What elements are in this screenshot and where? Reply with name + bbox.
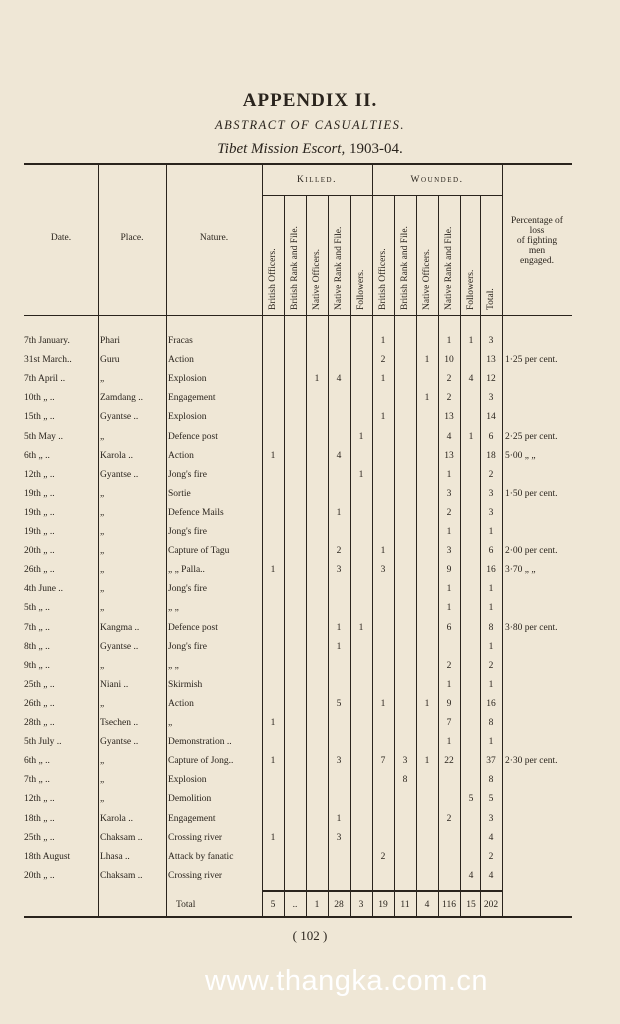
row-killed-value: 1 — [314, 374, 320, 385]
total-wounded-value: 15 — [466, 900, 476, 910]
row-wounded-value: 3 — [488, 488, 494, 499]
row-killed-value: 3 — [336, 832, 342, 843]
row-place: „ — [100, 775, 105, 786]
row-place: Karola .. — [100, 450, 133, 461]
row-percentage: 2·25 per cent. — [505, 431, 558, 442]
row-place: „ — [100, 527, 105, 537]
total-wounded-value: 4 — [424, 900, 430, 910]
row-nature: Jong's fire — [168, 584, 207, 595]
row-nature: Demonstration .. — [168, 737, 232, 748]
col-header-percentage: of fighting — [516, 236, 558, 246]
row-wounded-value: 1 — [488, 603, 494, 614]
row-wounded-value: 1 — [488, 584, 494, 595]
row-wounded-value: 3 — [488, 813, 494, 824]
col-header-wounded-sub: Total. — [486, 288, 496, 310]
row-wounded-value: 3 — [446, 546, 452, 557]
row-wounded-value: 2 — [488, 851, 494, 862]
column-divider — [98, 165, 99, 916]
row-wounded-value: 1 — [424, 698, 430, 709]
col-header-wounded-sub: Followers. — [466, 269, 476, 310]
col-header-place: Place. — [120, 233, 144, 243]
row-killed-value: 3 — [336, 756, 342, 767]
row-date: 12th „ .. — [24, 794, 55, 805]
row-wounded-value: 14 — [486, 412, 496, 423]
row-killed-value: 1 — [270, 718, 276, 728]
row-nature: Attack by fanatic — [168, 851, 234, 862]
row-killed-value: 3 — [336, 565, 342, 576]
row-nature: Defence post — [168, 431, 218, 442]
row-date: 4th June .. — [24, 584, 64, 595]
row-date: 18th August — [24, 851, 71, 862]
row-wounded-value: 2 — [380, 355, 386, 366]
col-header-killed: Killed. — [297, 175, 337, 185]
row-killed-value: 1 — [358, 469, 364, 480]
row-killed-value: 1 — [358, 622, 364, 633]
row-wounded-value: 1 — [488, 527, 494, 537]
row-wounded-value: 1 — [488, 679, 494, 690]
col-header-percentage: engaged. — [519, 256, 555, 266]
row-wounded-value: 3 — [446, 488, 452, 499]
row-nature: Jong's fire — [168, 527, 207, 537]
col-header-killed-sub: Native Rank and File. — [334, 226, 344, 310]
row-wounded-value: 1 — [446, 469, 452, 480]
row-wounded-value: 4 — [446, 431, 452, 442]
row-wounded-value: 3 — [488, 336, 494, 346]
row-wounded-value: 1 — [488, 737, 494, 748]
row-nature: Engagement — [168, 813, 216, 824]
row-nature: Capture of Tagu — [168, 546, 230, 557]
subtitle-italic: Tibet Mission Escort, — [217, 141, 346, 157]
row-percentage: 3·80 per cent. — [505, 622, 558, 633]
row-killed-value: 4 — [336, 374, 342, 385]
row-place: „ — [100, 756, 105, 767]
row-percentage: 5·00 „ „ — [505, 450, 536, 461]
col-header-wounded-sub: Native Officers. — [422, 248, 432, 310]
row-date: 19th „ .. — [24, 527, 55, 537]
row-percentage: 3·70 „ „ — [505, 565, 536, 576]
col-header-percentage: loss — [529, 226, 545, 236]
row-nature: Action — [168, 355, 194, 366]
row-wounded-value: 3 — [488, 393, 494, 404]
row-wounded-value: 13 — [444, 412, 454, 423]
row-date: 20th „ .. — [24, 870, 55, 881]
row-nature: Action — [168, 698, 194, 709]
total-killed-value: .. — [292, 900, 298, 910]
row-killed-value: 1 — [270, 832, 276, 843]
row-killed-value: 1 — [336, 641, 342, 652]
row-wounded-value: 1 — [446, 584, 452, 595]
row-date: 5th „ .. — [24, 603, 50, 614]
total-killed-value: 1 — [314, 900, 320, 910]
total-wounded-value: 116 — [442, 900, 456, 910]
subtitle — [0, 141, 620, 158]
column-divider — [284, 196, 285, 916]
row-nature: „ „ — [168, 603, 179, 614]
row-wounded-value: 9 — [446, 698, 452, 709]
subtitle-year: 1903-04. — [348, 141, 403, 157]
row-wounded-value: 1 — [446, 527, 452, 537]
row-place: Chaksam .. — [100, 832, 143, 843]
col-header-nature: Nature. — [199, 233, 229, 243]
row-date: 15th „ .. — [24, 412, 55, 423]
row-date: 25th „ .. — [24, 679, 55, 690]
row-date: 31st March.. — [24, 355, 72, 366]
row-wounded-value: 3 — [402, 756, 408, 767]
watermark: www.thangka.com.cn — [205, 965, 489, 997]
row-wounded-value: 4 — [468, 374, 474, 385]
row-wounded-value: 7 — [446, 718, 452, 728]
row-wounded-value: 1 — [468, 336, 474, 346]
row-date: 7th „ .. — [24, 622, 50, 633]
column-divider — [372, 165, 373, 916]
group-rule — [262, 195, 502, 196]
row-place: Niani .. — [100, 679, 129, 690]
row-date: 10th „ .. — [24, 393, 55, 404]
col-header-killed-sub: British Rank and File. — [290, 226, 300, 310]
row-wounded-value: 2 — [446, 393, 452, 404]
table-bottom-rule — [24, 916, 572, 918]
row-place: „ — [100, 698, 105, 709]
col-header-wounded-sub: British Rank and File. — [400, 226, 410, 310]
row-wounded-value: 16 — [486, 565, 496, 576]
row-nature: Jong's fire — [168, 641, 207, 652]
row-place: „ — [100, 507, 105, 518]
row-nature: „ „ — [168, 660, 179, 671]
row-place: „ — [100, 374, 105, 385]
row-date: 7th „ .. — [24, 775, 50, 786]
row-date: 25th „ .. — [24, 832, 55, 843]
col-header-percentage: Percentage of — [511, 216, 563, 226]
row-nature: Defence post — [168, 622, 218, 633]
row-date: 26th „ .. — [24, 698, 55, 709]
column-divider — [350, 196, 351, 916]
row-nature: Crossing river — [168, 870, 223, 881]
row-percentage: 2·30 per cent. — [505, 756, 558, 767]
row-place: Gyantse .. — [100, 412, 139, 423]
row-wounded-value: 1 — [380, 336, 386, 346]
row-date: 6th „ .. — [24, 450, 50, 461]
row-nature: Engagement — [168, 393, 216, 404]
row-date: 12th „ .. — [24, 469, 55, 480]
row-date: 6th „ .. — [24, 756, 50, 767]
row-date: 5th May .. — [24, 431, 64, 442]
row-wounded-value: 8 — [488, 775, 494, 786]
column-divider — [262, 165, 263, 916]
total-rule — [262, 890, 502, 892]
row-killed-value: 1 — [270, 450, 276, 461]
total-wounded-value: 202 — [483, 900, 499, 910]
row-wounded-value: 6 — [488, 431, 494, 442]
column-divider — [394, 196, 395, 916]
row-place: „ — [100, 431, 105, 442]
row-place: Gyantse .. — [100, 641, 139, 652]
row-date: 9th „ .. — [24, 660, 50, 671]
row-percentage: 2·00 per cent. — [505, 546, 558, 557]
row-nature: Crossing river — [168, 832, 223, 843]
row-place: „ — [100, 584, 105, 595]
row-wounded-value: 1 — [446, 737, 452, 748]
column-divider — [460, 196, 461, 916]
row-wounded-value: 2 — [446, 813, 452, 824]
row-wounded-value: 3 — [380, 565, 386, 576]
row-wounded-value: 1 — [380, 374, 386, 385]
row-date: 8th „ .. — [24, 641, 50, 652]
row-wounded-value: 1 — [446, 603, 452, 614]
row-wounded-value: 1 — [380, 412, 386, 423]
total-killed-value: 28 — [334, 900, 344, 910]
row-wounded-value: 22 — [444, 756, 454, 767]
row-wounded-value: 12 — [486, 374, 496, 385]
row-date: 19th „ .. — [24, 488, 55, 499]
row-place: „ — [100, 794, 105, 805]
row-wounded-value: 2 — [380, 851, 386, 862]
column-divider — [166, 165, 167, 916]
row-nature: Explosion — [168, 412, 207, 423]
row-date: 26th „ .. — [24, 565, 55, 576]
total-killed-value: 3 — [358, 900, 364, 910]
row-wounded-value: 1 — [446, 336, 452, 346]
table-top-rule — [24, 163, 572, 165]
row-wounded-value: 6 — [446, 622, 452, 633]
total-wounded-value: 19 — [378, 900, 388, 910]
row-wounded-value: 2 — [488, 469, 494, 480]
abstract-title: ABSTRACT OF CASUALTIES. — [215, 118, 405, 132]
row-wounded-value: 8 — [402, 775, 408, 786]
row-place: Lhasa .. — [100, 851, 130, 862]
row-place: Zamdang .. — [100, 393, 144, 404]
row-nature: Demolition — [168, 794, 212, 805]
row-wounded-value: 8 — [488, 718, 494, 728]
row-wounded-value: 8 — [488, 622, 494, 633]
row-wounded-value: 1 — [446, 679, 452, 690]
row-place: Gyantse .. — [100, 469, 139, 480]
appendix-title: APPENDIX II. — [242, 90, 378, 111]
row-nature: Explosion — [168, 775, 207, 786]
row-wounded-value: 13 — [444, 450, 454, 461]
row-nature: Action — [168, 450, 194, 461]
row-place: Gyantse .. — [100, 737, 139, 748]
row-wounded-value: 1 — [488, 641, 494, 652]
row-wounded-value: 1 — [424, 355, 430, 366]
column-divider — [416, 196, 417, 916]
row-wounded-value: 4 — [488, 870, 494, 881]
row-date: 19th „ .. — [24, 507, 55, 518]
row-killed-value: 1 — [336, 813, 342, 824]
row-wounded-value: 2 — [488, 660, 494, 671]
column-divider — [502, 165, 503, 916]
row-wounded-value: 3 — [488, 507, 494, 518]
row-wounded-value: 1 — [424, 756, 430, 767]
row-wounded-value: 5 — [488, 794, 494, 805]
row-place: Tsechen .. — [100, 718, 139, 728]
col-header-percentage: men — [528, 246, 546, 256]
row-nature: Defence Mails — [168, 507, 224, 518]
row-wounded-value: 18 — [486, 450, 496, 461]
col-header-wounded-sub: British Officers. — [378, 248, 388, 310]
col-header-wounded: Wounded. — [410, 175, 464, 185]
row-killed-value: 1 — [336, 622, 342, 633]
row-place: Kangma .. — [100, 622, 140, 633]
row-nature: „ „ Palla.. — [168, 565, 205, 576]
row-nature: Capture of Jong.. — [168, 756, 234, 767]
col-header-killed-sub: British Officers. — [268, 248, 278, 310]
row-wounded-value: 2 — [446, 374, 452, 385]
row-killed-value: 1 — [358, 431, 364, 442]
row-date: 18th „ .. — [24, 813, 55, 824]
row-date: 28th „ .. — [24, 718, 55, 728]
header-bottom-rule — [24, 315, 572, 316]
row-wounded-value: 37 — [486, 756, 496, 767]
row-killed-value: 1 — [336, 507, 342, 518]
page-number: ( 102 ) — [292, 928, 328, 943]
row-wounded-value: 1 — [380, 698, 386, 709]
row-wounded-value: 2 — [446, 660, 452, 671]
row-place: „ — [100, 488, 105, 499]
row-wounded-value: 1 — [468, 431, 474, 442]
row-killed-value: 2 — [336, 546, 342, 557]
row-date: 20th „ .. — [24, 546, 55, 557]
row-wounded-value: 4 — [488, 832, 494, 843]
col-header-date: Date. — [50, 233, 72, 243]
row-wounded-value: 9 — [446, 565, 452, 576]
row-wounded-value: 5 — [468, 794, 474, 805]
row-nature: Sortie — [168, 488, 191, 499]
col-header-wounded-sub: Native Rank and File. — [444, 226, 454, 310]
row-place: „ — [100, 565, 105, 576]
row-wounded-value: 1 — [424, 393, 430, 404]
row-nature: „ — [168, 718, 173, 728]
row-killed-value: 1 — [270, 565, 276, 576]
col-header-killed-sub: Followers. — [356, 269, 366, 310]
row-place: „ — [100, 660, 105, 671]
row-nature: Fracas — [168, 336, 193, 346]
row-wounded-value: 6 — [488, 546, 494, 557]
row-place: „ — [100, 603, 105, 614]
row-nature: Explosion — [168, 374, 207, 385]
row-wounded-value: 2 — [446, 507, 452, 518]
row-place: Guru — [100, 355, 120, 366]
row-place: Phari — [100, 336, 121, 346]
row-wounded-value: 7 — [380, 756, 386, 767]
row-percentage: 1·25 per cent. — [505, 355, 558, 366]
total-label: Total — [176, 900, 196, 910]
column-divider — [306, 196, 307, 916]
row-wounded-value: 10 — [444, 355, 454, 366]
row-wounded-value: 4 — [468, 870, 474, 881]
row-killed-value: 1 — [270, 756, 276, 767]
row-nature: Jong's fire — [168, 469, 207, 480]
row-date: 7th April .. — [24, 374, 66, 385]
row-place: Chaksam .. — [100, 870, 143, 881]
total-wounded-value: 11 — [400, 900, 410, 910]
row-percentage: 1·50 per cent. — [505, 488, 558, 499]
row-wounded-value: 16 — [486, 698, 496, 709]
row-killed-value: 4 — [336, 450, 342, 461]
row-date: 7th January. — [24, 336, 70, 346]
col-header-killed-sub: Native Officers. — [312, 248, 322, 310]
row-wounded-value: 1 — [380, 546, 386, 557]
total-killed-value: 5 — [270, 900, 276, 910]
row-date: 5th July .. — [24, 737, 62, 748]
row-killed-value: 5 — [336, 698, 342, 709]
row-place: „ — [100, 546, 105, 557]
row-place: Karola .. — [100, 813, 133, 824]
row-wounded-value: 13 — [486, 355, 496, 366]
row-nature: Skirmish — [168, 679, 203, 690]
